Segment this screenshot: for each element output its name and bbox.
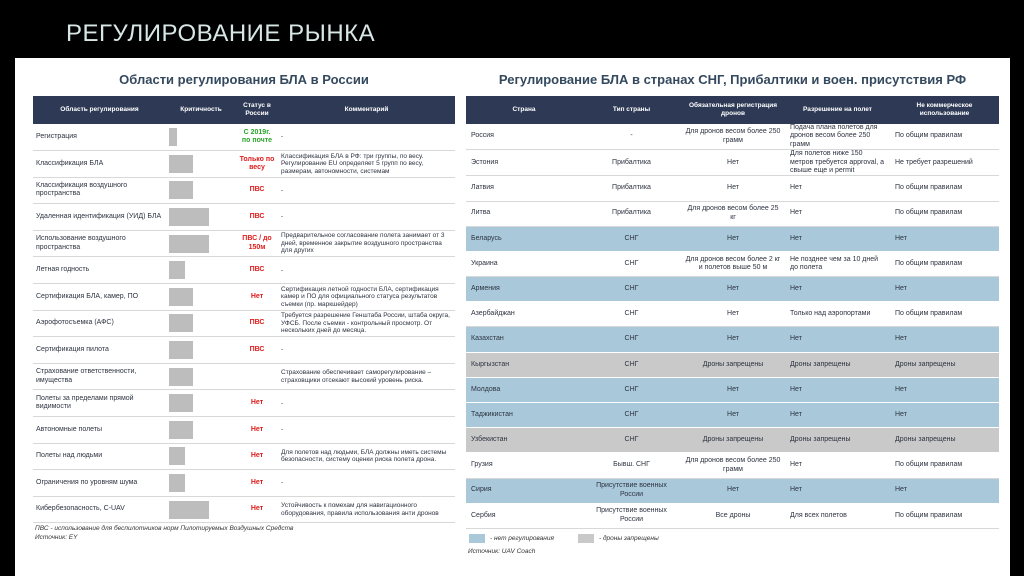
russia-regulation-table: [33, 96, 455, 523]
country-type-cell: СНГ: [582, 377, 681, 402]
permission-cell: Нет: [785, 377, 890, 402]
country-cell: Кыргызстан: [466, 352, 582, 377]
country-type-cell: Прибалтика: [582, 201, 681, 226]
country-type-cell: СНГ: [582, 302, 681, 327]
criticality-cell: [166, 443, 236, 470]
comment-cell: Классификация БЛА в РФ: три группы, по весу. Регулирование EU определяет 5 групп по весу, размерам, автономности, системам: [278, 151, 455, 178]
area-cell: Ограничения по уровням шума: [33, 470, 166, 497]
criticality-cell: [166, 470, 236, 497]
table-row: [466, 150, 999, 176]
noncommercial-cell: Нет: [890, 327, 999, 352]
criticality-bar: [169, 421, 193, 439]
legend-blue-label: - нет регулирования: [490, 534, 554, 542]
criticality-cell: [166, 284, 236, 311]
area-cell: Полеты за пределами прямой видимости: [33, 390, 166, 417]
comment-cell: Устойчивость к помехам для навигационного оборудования, правила использования анти дронов: [278, 496, 455, 523]
table-row: [33, 363, 455, 390]
table-row: [466, 226, 999, 251]
comment-cell: Сертификация летной годности БЛА, сертификация камер и ПО для официального статуса результатов съемки (пр. маркшейдер): [278, 284, 455, 311]
status-cell: Нет: [236, 390, 278, 417]
permission-cell: Не позднее чем за 10 дней до полета: [785, 251, 890, 276]
permission-cell: Дроны запрещены: [785, 352, 890, 377]
table-row: [33, 204, 455, 231]
country-cell: Сербия: [466, 503, 582, 528]
header-comment: Комментарий: [278, 96, 455, 124]
table-row: [33, 310, 455, 337]
country-type-cell: СНГ: [582, 352, 681, 377]
registration-cell: Для дронов весом более 250 грамм: [681, 124, 785, 150]
legend-gray-swatch: [578, 534, 594, 543]
registration-cell: Все дроны: [681, 503, 785, 528]
criticality-cell: [166, 337, 236, 364]
area-cell: Полеты над людьми: [33, 443, 166, 470]
table-row: [466, 327, 999, 352]
criticality-bar: [169, 181, 193, 199]
criticality-cell: [166, 417, 236, 444]
registration-cell: Нет: [681, 403, 785, 428]
table-row: [33, 151, 455, 178]
header-country-type: Тип страны: [582, 96, 681, 124]
table-row: [466, 403, 999, 428]
cis-table-header: [466, 96, 999, 124]
permission-cell: Нет: [785, 226, 890, 251]
table-row: [466, 251, 999, 276]
permission-cell: Для всех полетов: [785, 503, 890, 528]
noncommercial-cell: По общим правилам: [890, 251, 999, 276]
table-row: [466, 453, 999, 478]
noncommercial-cell: Нет: [890, 277, 999, 302]
comment-cell: Предварительное согласование полета занимает от 3 дней, временное закрытие воздушного пространства для других: [278, 230, 455, 257]
table-row: [33, 337, 455, 364]
permission-cell: Нет: [785, 176, 890, 201]
slide-sheet: [15, 58, 1010, 576]
status-cell: ПВС / до 150м: [236, 230, 278, 257]
table-row: [33, 390, 455, 417]
country-type-cell: СНГ: [582, 428, 681, 453]
header-status: Статус в России: [236, 96, 278, 124]
criticality-cell: [166, 151, 236, 178]
table-row: [466, 176, 999, 201]
criticality-cell: [166, 496, 236, 523]
header-area: Область регулирования: [33, 96, 166, 124]
comment-cell: -: [278, 417, 455, 444]
country-cell: Латвия: [466, 176, 582, 201]
criticality-bar: [169, 288, 193, 306]
registration-cell: Для дронов весом более 25 кг: [681, 201, 785, 226]
table-row: [466, 377, 999, 402]
area-cell: Классификация воздушного пространства: [33, 177, 166, 204]
status-cell: [236, 363, 278, 390]
status-cell: ПВС: [236, 177, 278, 204]
comment-cell: -: [278, 470, 455, 497]
noncommercial-cell: Нет: [890, 403, 999, 428]
status-cell: ПВС: [236, 310, 278, 337]
registration-cell: Для дронов весом более 250 грамм: [681, 453, 785, 478]
table-row: [33, 177, 455, 204]
country-type-cell: Прибалтика: [582, 150, 681, 176]
country-cell: Армения: [466, 277, 582, 302]
permission-cell: Дроны запрещены: [785, 428, 890, 453]
criticality-bar: [169, 235, 209, 253]
area-cell: Сертификация пилота: [33, 337, 166, 364]
russia-source: Источник: EY: [35, 534, 78, 542]
legend-blue-swatch: [469, 534, 485, 543]
russia-footnote: [33, 525, 455, 543]
noncommercial-cell: Дроны запрещены: [890, 428, 999, 453]
country-type-cell: СНГ: [582, 327, 681, 352]
criticality-cell: [166, 310, 236, 337]
registration-cell: Нет: [681, 176, 785, 201]
criticality-cell: [166, 230, 236, 257]
table-row: [33, 496, 455, 523]
cis-regulation-panel: [466, 58, 999, 557]
country-type-cell: Присутствие военных России: [582, 478, 681, 503]
country-cell: Молдова: [466, 377, 582, 402]
table-row: [466, 201, 999, 226]
status-cell: ПВС: [236, 257, 278, 284]
status-cell: Нет: [236, 470, 278, 497]
comment-cell: Страхование обеспечивает саморегулирование – страховщики отсекают высокий уровень риска.: [278, 363, 455, 390]
criticality-cell: [166, 204, 236, 231]
status-cell: ПВС: [236, 337, 278, 364]
table-row: [466, 503, 999, 528]
table-row: [466, 428, 999, 453]
table-row: [466, 124, 999, 150]
criticality-cell: [166, 124, 236, 151]
area-cell: Сертификация БЛА, камер, ПО: [33, 284, 166, 311]
criticality-bar: [169, 368, 193, 386]
country-cell: Россия: [466, 124, 582, 150]
cis-table-body: [466, 124, 999, 528]
permission-cell: Нет: [785, 453, 890, 478]
criticality-bar: [169, 261, 185, 279]
country-type-cell: СНГ: [582, 251, 681, 276]
registration-cell: Нет: [681, 302, 785, 327]
permission-cell: Нет: [785, 403, 890, 428]
noncommercial-cell: По общим правилам: [890, 453, 999, 478]
russia-table-header: [33, 96, 455, 124]
comment-cell: Для полетов над людьми, БЛА должны иметь системы безопасности, систему оценки риска полета дрона.: [278, 443, 455, 470]
criticality-bar: [169, 394, 193, 412]
country-cell: Украина: [466, 251, 582, 276]
country-type-cell: СНГ: [582, 226, 681, 251]
table-row: [466, 302, 999, 327]
country-cell: Узбекистан: [466, 428, 582, 453]
header-criticality: Критичность: [166, 96, 236, 124]
noncommercial-cell: По общим правилам: [890, 503, 999, 528]
table-row: [33, 417, 455, 444]
table-row: [466, 352, 999, 377]
comment-cell: -: [278, 124, 455, 151]
criticality-bar: [169, 128, 177, 146]
comment-cell: -: [278, 177, 455, 204]
permission-cell: Нет: [785, 277, 890, 302]
noncommercial-cell: Нет: [890, 226, 999, 251]
registration-cell: Нет: [681, 150, 785, 176]
shading-legend: [466, 534, 999, 543]
country-cell: Беларусь: [466, 226, 582, 251]
registration-cell: Дроны запрещены: [681, 352, 785, 377]
country-cell: Грузия: [466, 453, 582, 478]
country-cell: Азербайджан: [466, 302, 582, 327]
permission-cell: Подача плана полетов для дронов весом более 250 грамм: [785, 124, 890, 150]
status-cell: Нет: [236, 496, 278, 523]
noncommercial-cell: По общим правилам: [890, 302, 999, 327]
area-cell: Летная годность: [33, 257, 166, 284]
registration-cell: Для дронов весом более 2 кг и полетов выше 50 м: [681, 251, 785, 276]
status-cell: С 2019г. по почте: [236, 124, 278, 151]
criticality-cell: [166, 363, 236, 390]
header-noncommercial: Не коммерческое использование: [890, 96, 999, 124]
registration-cell: Нет: [681, 226, 785, 251]
russia-regulation-panel: [33, 58, 455, 543]
status-cell: Только по весу: [236, 151, 278, 178]
noncommercial-cell: По общим правилам: [890, 201, 999, 226]
country-cell: Таджикистан: [466, 403, 582, 428]
area-cell: Классификация БЛА: [33, 151, 166, 178]
legend-no-regulation: [469, 534, 554, 543]
permission-cell: Нет: [785, 478, 890, 503]
criticality-bar: [169, 447, 185, 465]
noncommercial-cell: Дроны запрещены: [890, 352, 999, 377]
country-type-cell: Присутствие военных России: [582, 503, 681, 528]
russia-panel-title: Области регулирования БЛА в России: [119, 71, 369, 87]
registration-cell: Нет: [681, 478, 785, 503]
country-type-cell: -: [582, 124, 681, 150]
registration-cell: Нет: [681, 277, 785, 302]
criticality-bar: [169, 501, 209, 519]
area-cell: Регистрация: [33, 124, 166, 151]
header-country: Страна: [466, 96, 582, 124]
registration-cell: Нет: [681, 327, 785, 352]
permission-cell: Нет: [785, 327, 890, 352]
pvs-footnote: ПВС - использование для беспилотников норм Пилотируемых Воздушных Средств: [35, 525, 294, 533]
noncommercial-cell: Нет: [890, 478, 999, 503]
header-permission: Разрешение на полет: [785, 96, 890, 124]
country-type-cell: СНГ: [582, 277, 681, 302]
criticality-cell: [166, 177, 236, 204]
area-cell: Страхование ответственности, имущества: [33, 363, 166, 390]
country-cell: Литва: [466, 201, 582, 226]
country-cell: Эстония: [466, 150, 582, 176]
registration-cell: Нет: [681, 377, 785, 402]
legend-drones-banned: [578, 534, 659, 543]
noncommercial-cell: По общим правилам: [890, 176, 999, 201]
permission-cell: Только над аэропортами: [785, 302, 890, 327]
criticality-cell: [166, 257, 236, 284]
cis-source: Источник: UAV Coach: [468, 547, 536, 555]
noncommercial-cell: Нет: [890, 377, 999, 402]
cis-panel-title: Регулирование БЛА в странах СНГ, Прибалтики и воен. присутствия РФ: [498, 71, 967, 87]
header-registration: Обязательная регистрация дронов: [681, 96, 785, 124]
criticality-bar: [169, 341, 193, 359]
permission-cell: Нет: [785, 201, 890, 226]
table-row: [33, 257, 455, 284]
area-cell: Автономные полеты: [33, 417, 166, 444]
criticality-bar: [169, 208, 209, 226]
slide-title: РЕГУЛИРОВАНИЕ РЫНКА: [66, 20, 376, 47]
table-row: [466, 277, 999, 302]
noncommercial-cell: По общим правилам: [890, 124, 999, 150]
country-cell: Казахстан: [466, 327, 582, 352]
country-type-cell: Бывш. СНГ: [582, 453, 681, 478]
criticality-bar: [169, 155, 193, 173]
table-row: [33, 284, 455, 311]
comment-cell: -: [278, 390, 455, 417]
table-row: [33, 470, 455, 497]
registration-cell: Дроны запрещены: [681, 428, 785, 453]
criticality-bar: [169, 314, 193, 332]
permission-cell: Для полетов ниже 150 метров требуется approval, а свыше еще и permit: [785, 150, 890, 176]
status-cell: Нет: [236, 417, 278, 444]
table-row: [466, 478, 999, 503]
status-cell: ПВС: [236, 204, 278, 231]
country-type-cell: СНГ: [582, 403, 681, 428]
noncommercial-cell: Не требует разрешений: [890, 150, 999, 176]
status-cell: Нет: [236, 443, 278, 470]
cis-regulation-table: [466, 96, 999, 529]
comment-cell: -: [278, 204, 455, 231]
criticality-bar: [169, 474, 185, 492]
comment-cell: -: [278, 337, 455, 364]
table-row: [33, 443, 455, 470]
table-row: [33, 124, 455, 151]
country-cell: Сирия: [466, 478, 582, 503]
area-cell: Удаленная идентификация (УИД) БЛА: [33, 204, 166, 231]
russia-table-body: [33, 124, 455, 523]
area-cell: Использование воздушного пространства: [33, 230, 166, 257]
table-row: [33, 230, 455, 257]
status-cell: Нет: [236, 284, 278, 311]
area-cell: Кибербезопасность, C-UAV: [33, 496, 166, 523]
legend-gray-label: - дроны запрещены: [598, 534, 659, 542]
country-type-cell: Прибалтика: [582, 176, 681, 201]
comment-cell: Требуется разрешение Генштаба России, штаба округа, УФСБ. После съемки - контрольный просмотр. От нескольких дней до месяца.: [278, 310, 455, 337]
criticality-cell: [166, 390, 236, 417]
comment-cell: -: [278, 257, 455, 284]
area-cell: Аэрофотосъемка (АФС): [33, 310, 166, 337]
